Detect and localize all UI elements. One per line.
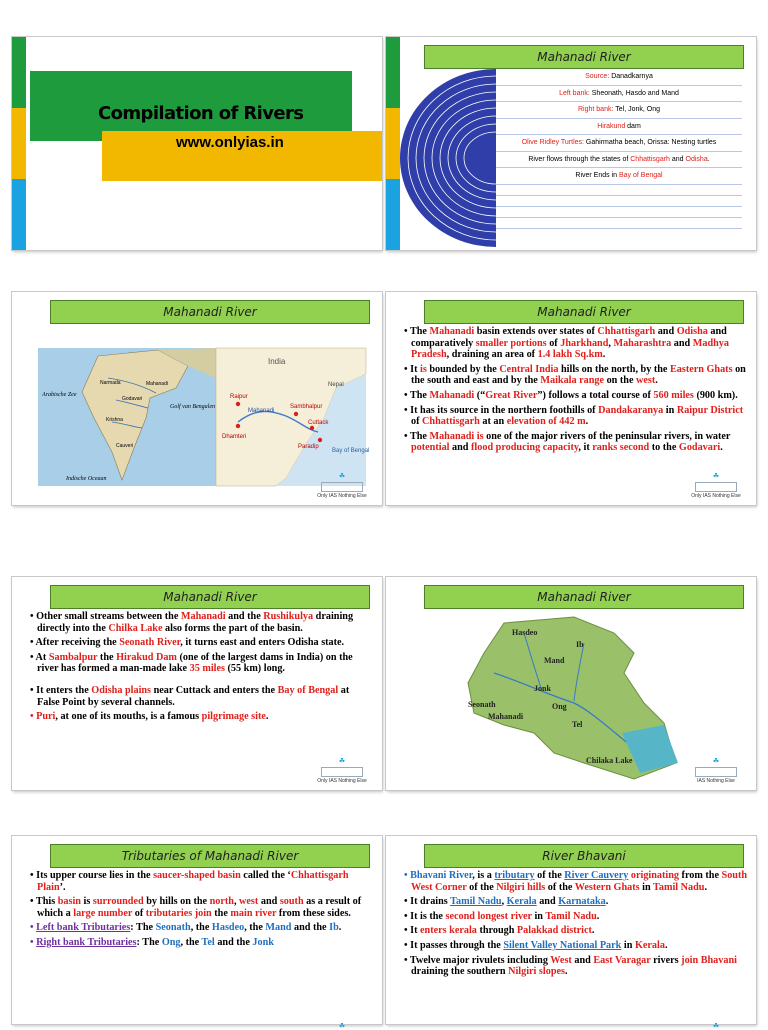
bullet: • It is the second longest river in Tamil Nadu. (404, 910, 600, 922)
slide-mahanadi-streams (12, 577, 382, 790)
slide-header: Tributaries of Mahanadi River (50, 844, 370, 868)
map-label: Ong (552, 702, 567, 711)
brand-logo: ☘ Only IAS Nothing Else (691, 473, 741, 499)
color-stripe (12, 37, 26, 250)
map-label: Ib (576, 640, 584, 649)
summary-row: Source: Danadkarnya (496, 69, 742, 86)
map-label: Godavari (122, 396, 143, 402)
brand-logo: ☘ IAS Nothing Else (688, 759, 744, 784)
map-label: Mand (544, 656, 565, 665)
map-label: Golf van Bengalen (170, 404, 215, 410)
map-label: Seonath (468, 700, 496, 709)
brand-logo: ☘ (338, 1023, 346, 1030)
slide-header: Mahanadi River (424, 45, 744, 69)
slide-mahanadi-summary (386, 37, 756, 250)
map-label: Chilaka Lake (586, 756, 633, 765)
map-label: Tel (572, 720, 583, 729)
slide-header: River Bhavani (424, 844, 744, 868)
summary-row-empty (496, 207, 742, 218)
semicircle-graphic (400, 69, 496, 247)
slide-river-bhavani (386, 836, 756, 1030)
summary-row: Olive Ridley Turtles: Gahirmatha beach, Orissa: Nesting turtles (496, 135, 742, 152)
map-label: Nepal (328, 382, 344, 388)
summary-row: River Ends in Bay of Bengal (496, 168, 742, 185)
map-label: Jonk (534, 684, 551, 693)
slide-mahanadi-maps (12, 292, 382, 505)
slide-header: Mahanadi River (50, 585, 370, 609)
bullet: • Puri, at one of its mouths, is a famous pilgrimage site. (30, 711, 269, 723)
map-label: Hasdeo (512, 628, 538, 637)
map-label: Narmada (100, 380, 121, 386)
map-label: Krishna (106, 417, 123, 423)
slide-body (30, 611, 374, 726)
bullet: • The Mahanadi basin extends over states of Chhattisgarh and Odisha and comparatively smaller portions of Jharkhand, Maharashtra and Madhya Pradesh, draining an area of 1.4 lakh Sq.km. (404, 326, 729, 361)
bullet: • It is bounded by the Central India hills on the north, by the Eastern Ghats on the south and east and by the Maikala range on the west. (404, 363, 746, 387)
map-label: Dhamteri (222, 434, 247, 440)
map-label: Mahanadi (488, 712, 524, 721)
map-label: Sambhalpur (290, 404, 323, 410)
india-map-left (38, 348, 216, 486)
map-label: Bay of Bengal (332, 448, 370, 454)
bullet: • It drains Tamil Nadu, Kerala and Karnataka. (404, 896, 609, 908)
map-label: India (268, 357, 286, 366)
slide-body (30, 870, 374, 952)
bullet: • It has its source in the northern foothills of Dandakaranya in Raipur District of Chhattisgarh at an elevation of 442 m. (404, 404, 744, 428)
brand-logo: ☘ Only IAS Nothing Else (317, 473, 367, 499)
summary-row: River flows through the states of Chhattisgarh and Odisha. (496, 152, 742, 169)
bullet: • After receiving the Seonath River, it turns east and enters Odisha state. (30, 637, 345, 649)
bullet: • The Mahanadi (“Great River”) follows a total course of 560 miles (900 km). (404, 389, 738, 401)
color-stripe (386, 37, 400, 250)
slide-mahanadi-basin-map (386, 577, 756, 790)
slide-body (404, 870, 748, 981)
summary-row-empty (496, 218, 742, 229)
map-label: Cauveri (116, 443, 134, 449)
summary-row-empty (496, 196, 742, 207)
summary-row: Left bank: Sheonath, Hasdo and Mand (496, 86, 742, 103)
map-label: Mahanadi (248, 408, 275, 414)
map-label: Raipur (230, 394, 248, 400)
bullet: • The Mahanadi is one of the major rivers of the peninsular rivers, in water potential and flood producing capacity, it ranks second to the Godavari. (404, 430, 731, 454)
map-label: Arabische Zee (42, 392, 77, 398)
summary-table (496, 69, 742, 229)
slide-tributaries (12, 836, 382, 1030)
bullet: • Its upper course lies in the saucer-shaped basin called the ‘Chhattisgarh Plain’. (30, 870, 349, 893)
bullet: • It passes through the Silent Valley National Park in Kerala. (404, 939, 668, 951)
map-label: Mahanadi (146, 381, 168, 387)
summary-row-empty (496, 185, 742, 196)
summary-row: Hirakund dam (496, 119, 742, 136)
slide-mahanadi-basin (386, 292, 756, 505)
slide-body (404, 326, 748, 457)
deck-title: Compilation of Rivers (98, 103, 304, 124)
summary-row: Right bank: Tel, Jonk, Ong (496, 102, 742, 119)
brand-logo: ☘ (712, 1023, 720, 1030)
bullet: • It enters kerala through Palakkad district. (404, 925, 595, 937)
basin-map (464, 613, 684, 785)
slide-header: Mahanadi River (424, 300, 744, 324)
slide-header: Mahanadi River (424, 585, 744, 609)
bullet: • It enters the Odisha plains near Cuttack and enters the Bay of Bengal at False Point by several channels. (30, 684, 350, 708)
bullet: • Bhavani River, is a tributary of the River Cauvery originating from the South West Corner of the Nilgiri hills of the Western Ghats in Tamil Nadu. (404, 870, 748, 893)
bullet: • Left bank Tributaries: The Seonath, the Hasdeo, the Mand and the Ib. (30, 922, 342, 934)
map-label: Indische Oceaan (66, 476, 107, 482)
site-url[interactable]: www.onlyias.in (176, 134, 284, 151)
brand-logo: ☘ Only IAS Nothing Else (317, 758, 367, 784)
bullet: • At Sambalpur the Hirakud Dam (one of the largest dams in India) on the river has formed a man-made lake 35 miles (55 km) long. (30, 651, 353, 675)
bullet: • This basin is surrounded by hills on the north, west and south as a result of which a large number of tributaries join the main river from these sides. (30, 896, 362, 919)
map-label: Paradip (298, 444, 319, 450)
bullet: • Right bank Tributaries: The Ong, the Tel and the Jonk (30, 936, 274, 948)
map-label: Cuttack (308, 420, 329, 426)
bullet: • Other small streams between the Mahanadi and the Rushikulya draining directly into the Chilka Lake also forms the part of the basin. (30, 611, 354, 634)
bullet: • Twelve major rivulets including West and East Varagar rivers join Bhavani draining the southern Nilgiri slopes. (404, 954, 737, 978)
slide-title (12, 37, 382, 250)
slide-header: Mahanadi River (50, 300, 370, 324)
